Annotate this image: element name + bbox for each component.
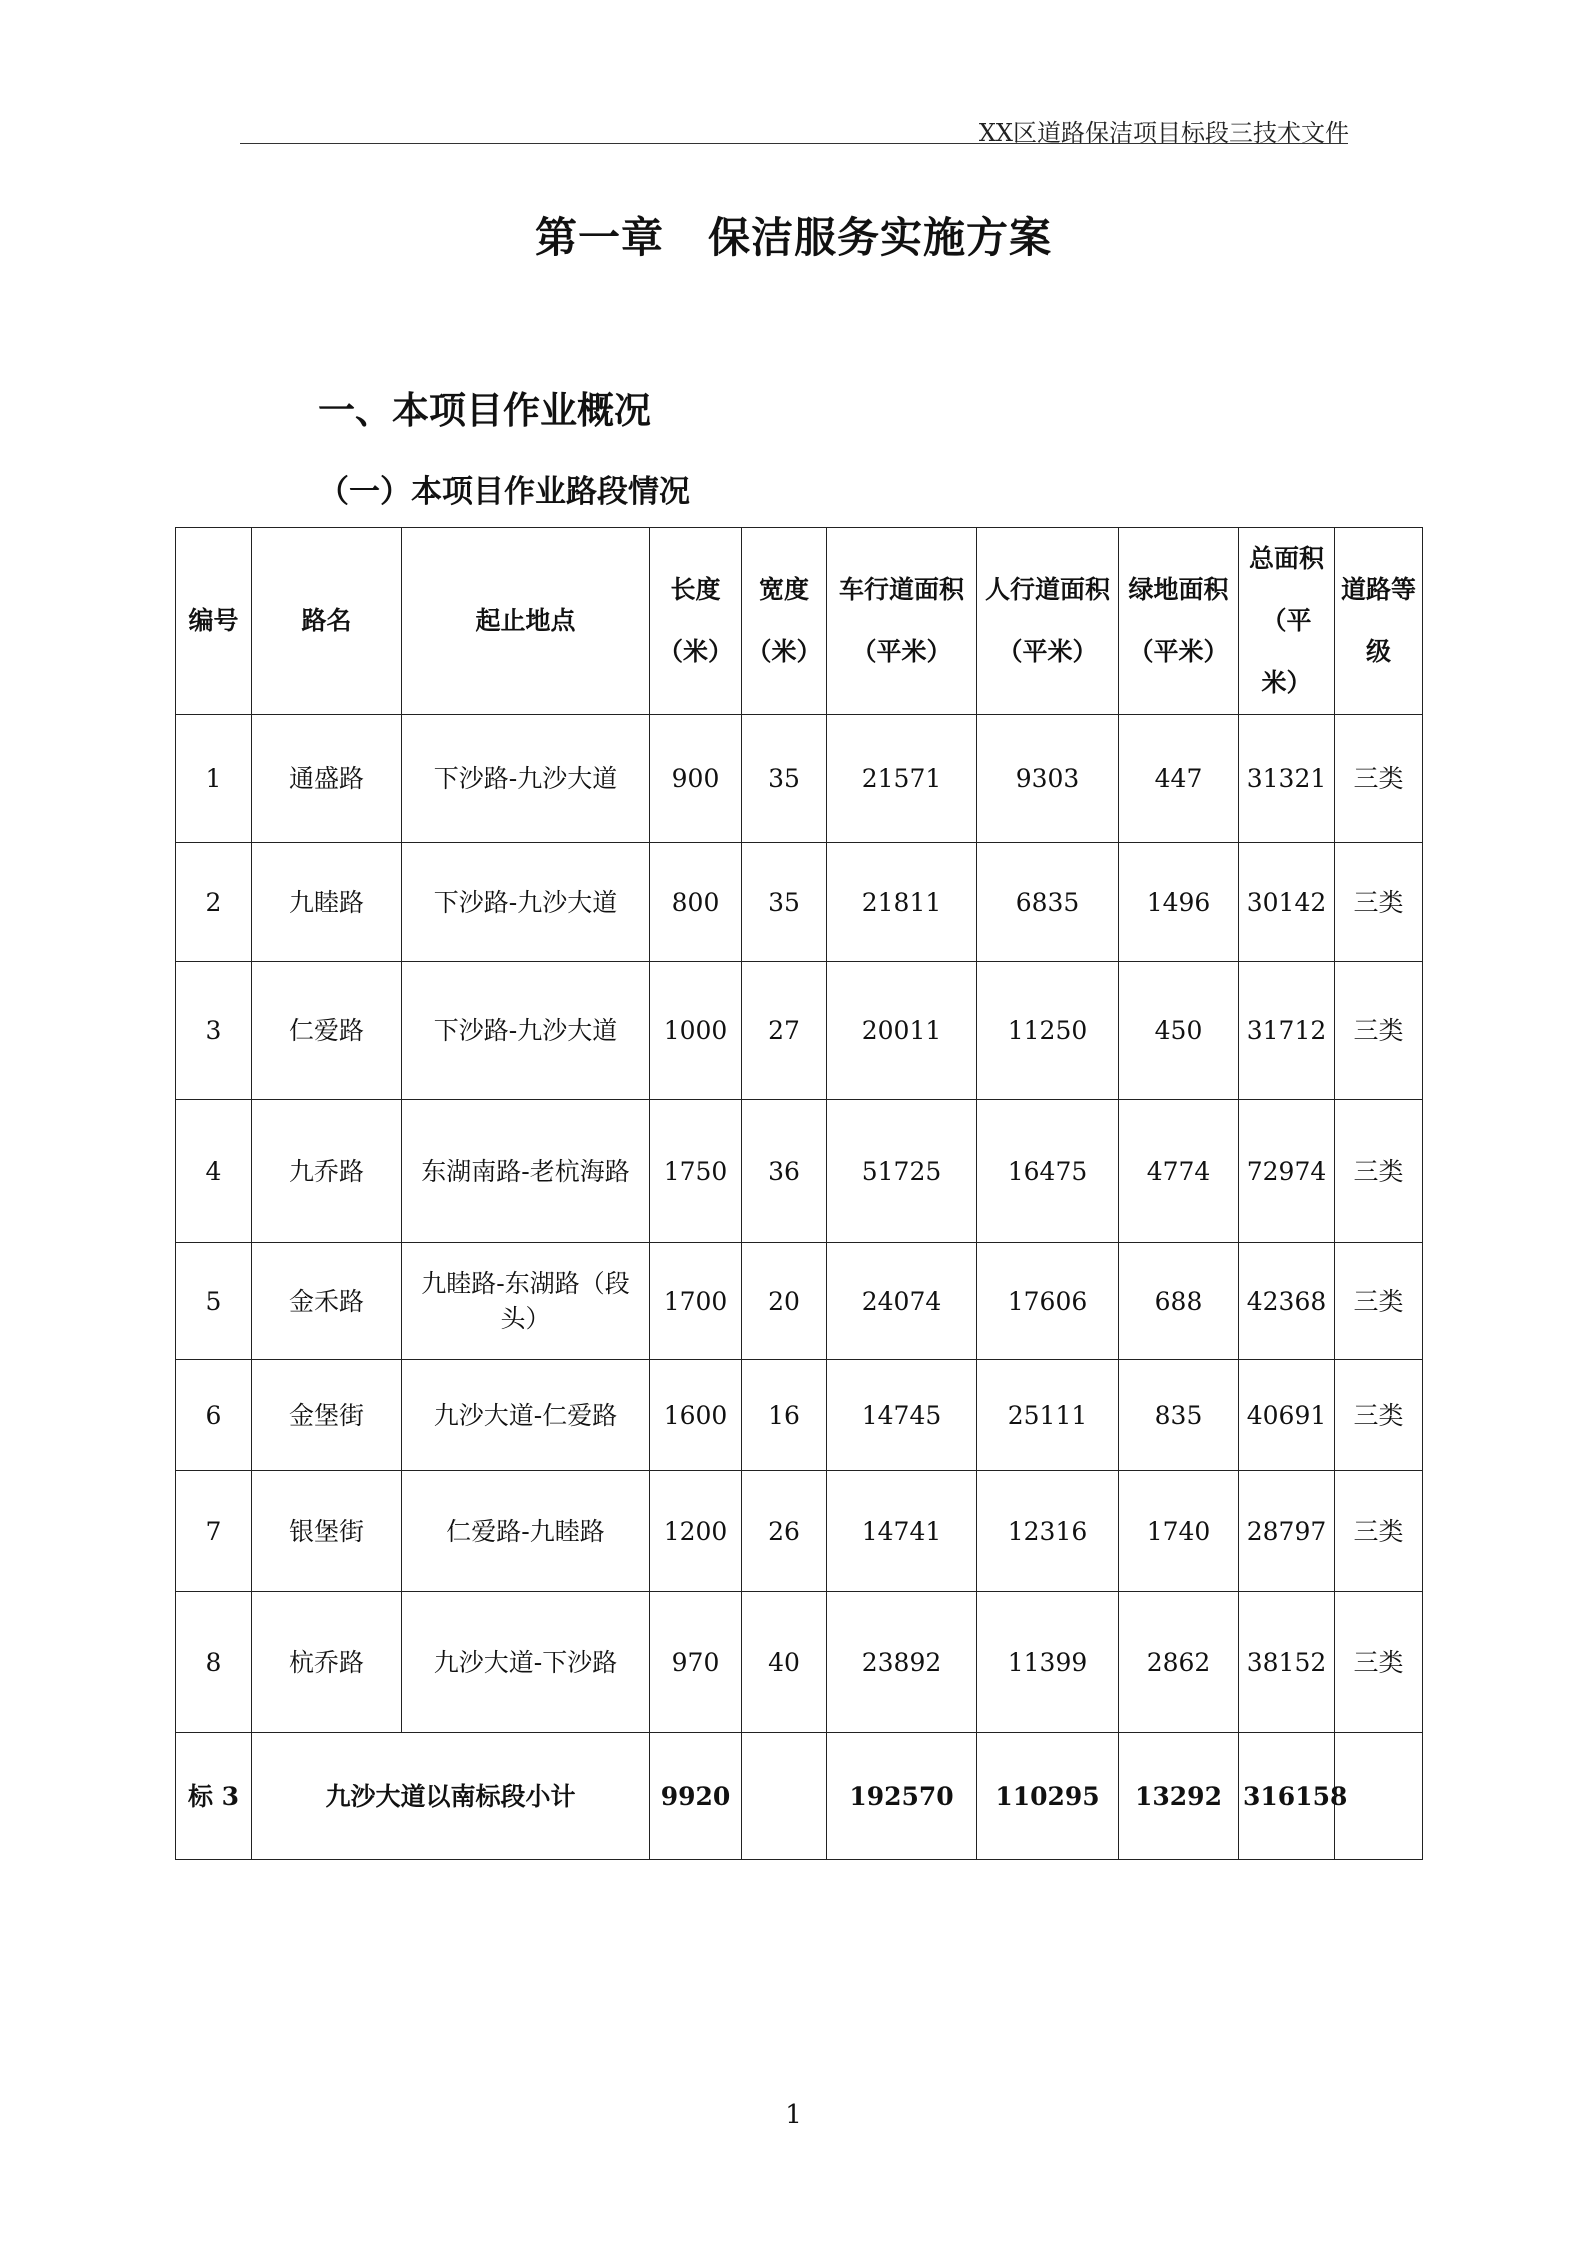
cell-range: 九沙大道-下沙路 (402, 1592, 650, 1733)
table-row (176, 1100, 1423, 1243)
cell-name: 金禾路 (252, 1243, 402, 1360)
cell-length: 1700 (650, 1243, 742, 1360)
cell-grade: 三类 (1335, 1100, 1423, 1243)
cell-green: 4774 (1119, 1100, 1239, 1243)
cell-sidewalk: 11250 (977, 962, 1119, 1100)
cell-width: 40 (742, 1592, 827, 1733)
cell-range: 下沙路-九沙大道 (402, 962, 650, 1100)
total-cell-length: 9920 (650, 1733, 742, 1860)
cell-name: 九乔路 (252, 1100, 402, 1243)
cell-no: 7 (176, 1471, 252, 1592)
section-title: 一、本项目作业概况 (318, 388, 651, 432)
cell-grade: 三类 (1335, 1243, 1423, 1360)
cell-carriageway: 14745 (827, 1360, 977, 1471)
cell-sidewalk: 6835 (977, 843, 1119, 962)
total-cell-width (742, 1733, 827, 1860)
header-cell: 长度（米） (650, 528, 742, 715)
cell-name: 九睦路 (252, 843, 402, 962)
cell-width: 35 (742, 715, 827, 843)
cell-length: 800 (650, 843, 742, 962)
table-row (176, 843, 1423, 962)
cell-range: 九睦路-东湖路（段头） (402, 1243, 650, 1360)
cell-no: 5 (176, 1243, 252, 1360)
cell-sidewalk: 12316 (977, 1471, 1119, 1592)
cell-range: 九沙大道-仁爱路 (402, 1360, 650, 1471)
cell-carriageway: 20011 (827, 962, 977, 1100)
total-cell-label: 九沙大道以南标段小计 (252, 1733, 650, 1860)
cell-width: 20 (742, 1243, 827, 1360)
table-row (176, 715, 1423, 843)
cell-width: 16 (742, 1360, 827, 1471)
chapter-name: 保洁服务实施方案 (708, 213, 1053, 262)
table-total-row (176, 1733, 1423, 1860)
header-cell: 宽度（米） (742, 528, 827, 715)
cell-range: 下沙路-九沙大道 (402, 715, 650, 843)
cell-grade: 三类 (1335, 1592, 1423, 1733)
cell-total: 40691 (1239, 1360, 1335, 1471)
header-cell: 车行道面积（平米） (827, 528, 977, 715)
document-header-title: XX区道路保洁项目标段三技术文件 (978, 119, 1349, 147)
cell-no: 6 (176, 1360, 252, 1471)
subsection-title: （一）本项目作业路段情况 (318, 474, 690, 510)
cell-carriageway: 51725 (827, 1100, 977, 1243)
cell-sidewalk: 25111 (977, 1360, 1119, 1471)
cell-grade: 三类 (1335, 715, 1423, 843)
cell-grade: 三类 (1335, 1471, 1423, 1592)
chapter-number: 第一章 (534, 213, 664, 262)
cell-length: 900 (650, 715, 742, 843)
total-cell-green: 13292 (1119, 1733, 1239, 1860)
header-cell: 总面积（平米） (1239, 528, 1335, 715)
cell-name: 仁爱路 (252, 962, 402, 1100)
cell-carriageway: 21811 (827, 843, 977, 962)
cell-total: 30142 (1239, 843, 1335, 962)
cell-total: 72974 (1239, 1100, 1335, 1243)
header-rule (240, 143, 1348, 144)
table-row (176, 1360, 1423, 1471)
cell-carriageway: 21571 (827, 715, 977, 843)
header-cell: 起止地点 (402, 528, 650, 715)
cell-length: 970 (650, 1592, 742, 1733)
cell-width: 27 (742, 962, 827, 1100)
cell-range: 仁爱路-九睦路 (402, 1471, 650, 1592)
page-number: 1 (785, 2100, 802, 2130)
cell-sidewalk: 9303 (977, 715, 1119, 843)
cell-no: 2 (176, 843, 252, 962)
cell-green: 447 (1119, 715, 1239, 843)
cell-grade: 三类 (1335, 962, 1423, 1100)
total-cell-sidewalk: 110295 (977, 1733, 1119, 1860)
cell-width: 35 (742, 843, 827, 962)
table-row (176, 1471, 1423, 1592)
cell-width: 36 (742, 1100, 827, 1243)
cell-no: 8 (176, 1592, 252, 1733)
header-cell: 编号 (176, 528, 252, 715)
road-sections-table (175, 527, 1423, 1860)
cell-sidewalk: 17606 (977, 1243, 1119, 1360)
cell-green: 688 (1119, 1243, 1239, 1360)
cell-range: 下沙路-九沙大道 (402, 843, 650, 962)
header-cell: 路名 (252, 528, 402, 715)
total-cell-grade (1335, 1733, 1423, 1860)
total-cell-total: 316158 (1239, 1733, 1335, 1860)
header-cell: 绿地面积（平米） (1119, 528, 1239, 715)
header-cell: 人行道面积（平米） (977, 528, 1119, 715)
cell-green: 2862 (1119, 1592, 1239, 1733)
chapter-title (0, 205, 1587, 265)
cell-carriageway: 14741 (827, 1471, 977, 1592)
cell-total: 38152 (1239, 1592, 1335, 1733)
table-header-row (176, 528, 1423, 715)
cell-length: 1200 (650, 1471, 742, 1592)
cell-green: 1496 (1119, 843, 1239, 962)
cell-name: 杭乔路 (252, 1592, 402, 1733)
cell-total: 42368 (1239, 1243, 1335, 1360)
cell-name: 金堡街 (252, 1360, 402, 1471)
cell-carriageway: 24074 (827, 1243, 977, 1360)
cell-grade: 三类 (1335, 843, 1423, 962)
cell-green: 450 (1119, 962, 1239, 1100)
cell-carriageway: 23892 (827, 1592, 977, 1733)
cell-total: 28797 (1239, 1471, 1335, 1592)
cell-sidewalk: 11399 (977, 1592, 1119, 1733)
cell-name: 通盛路 (252, 715, 402, 843)
total-cell-no: 标 3 (176, 1733, 252, 1860)
cell-green: 1740 (1119, 1471, 1239, 1592)
cell-total: 31712 (1239, 962, 1335, 1100)
header-cell: 道路等级 (1335, 528, 1423, 715)
cell-no: 3 (176, 962, 252, 1100)
cell-length: 1000 (650, 962, 742, 1100)
total-cell-carriageway: 192570 (827, 1733, 977, 1860)
cell-no: 1 (176, 715, 252, 843)
table-row (176, 962, 1423, 1100)
cell-grade: 三类 (1335, 1360, 1423, 1471)
cell-length: 1600 (650, 1360, 742, 1471)
table-row (176, 1243, 1423, 1360)
cell-width: 26 (742, 1471, 827, 1592)
cell-green: 835 (1119, 1360, 1239, 1471)
cell-name: 银堡街 (252, 1471, 402, 1592)
cell-sidewalk: 16475 (977, 1100, 1119, 1243)
cell-range: 东湖南路-老杭海路 (402, 1100, 650, 1243)
cell-no: 4 (176, 1100, 252, 1243)
cell-length: 1750 (650, 1100, 742, 1243)
table-row (176, 1592, 1423, 1733)
cell-total: 31321 (1239, 715, 1335, 843)
